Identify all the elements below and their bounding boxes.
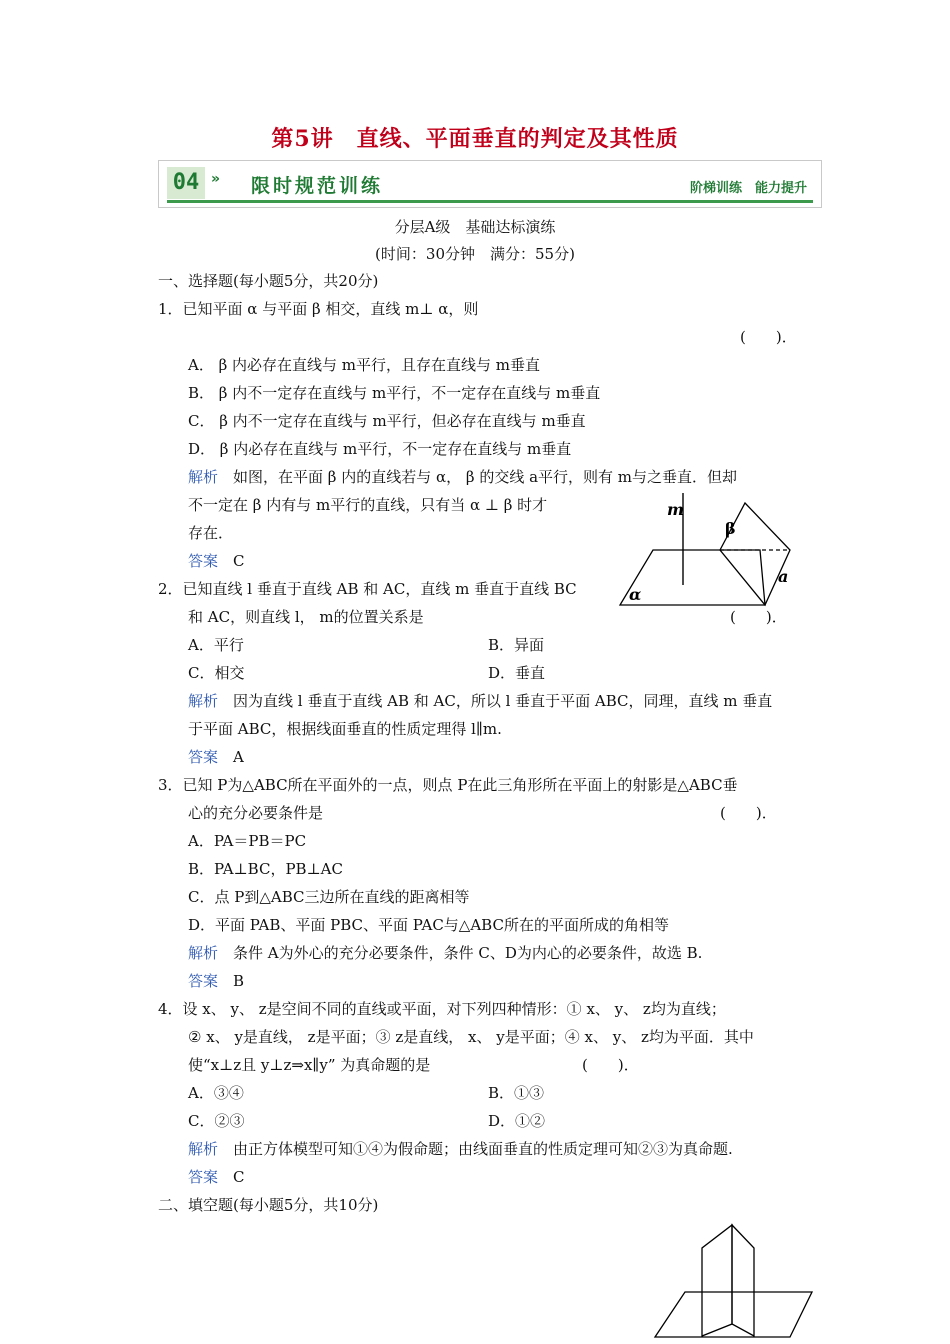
- banner-subtitle: 阶梯训练 能力提升: [689, 181, 807, 196]
- q1-option-a: A． β 内必存在直线与 m平行，且存在直线与 m垂直: [188, 356, 541, 374]
- q1-stem: 1．已知平面 α 与平面 β 相交，直线 m⊥ α，则: [158, 300, 479, 318]
- q2-stem-line2: 和 AC，则直线 l， m的位置关系是: [188, 608, 424, 626]
- q1-option-b: B． β 内不一定存在直线与 m平行，不一定存在直线与 m垂直: [188, 384, 601, 402]
- answer-label: 答案: [188, 1168, 219, 1186]
- page-title: 第5讲 直线、平面垂直的判定及其性质: [271, 126, 679, 152]
- banner-title: 限时规范训练: [251, 175, 384, 197]
- right-half-plane: [732, 1225, 754, 1336]
- q1-figure: [615, 485, 805, 610]
- analysis-label: 解析: [188, 1140, 219, 1158]
- label-alpha: α: [629, 585, 642, 604]
- section-heading-fill: 二、填空题(每小题5分，共10分): [158, 1196, 379, 1214]
- q3-paren: ( )．: [720, 804, 777, 822]
- q3-option-d: D．平面 PAB、平面 PBC、平面 PAC与△ABC所在的平面所成的角相等: [188, 916, 669, 934]
- q1-analysis-line1: 解析 如图，在平面 β 内的直线若与 α， β 的交线 a平行，则有 m与之垂直．但却: [188, 468, 738, 486]
- q2-option-c: C．相交: [188, 664, 245, 682]
- section-banner: [158, 160, 822, 208]
- q1-analysis-line3: 存在．: [188, 524, 234, 542]
- q1-answer: 答案 C: [188, 552, 245, 570]
- double-chevron-icon: »: [211, 171, 221, 187]
- label-beta: β: [725, 519, 736, 538]
- q3-stem-line1: 3．已知 P为△ABC所在平面外的一点，则点 P在此三角形所在平面上的射影是△ABC垂: [158, 776, 738, 794]
- q2-analysis-line1: 解析 因为直线 l 垂直于直线 AB 和 AC，所以 l 垂直于平面 ABC，同理，直线 m 垂直: [188, 692, 773, 710]
- analysis-label: 解析: [188, 692, 219, 710]
- level-heading: 分层A级 基础达标演练: [394, 218, 556, 236]
- label-a: a: [778, 567, 789, 586]
- q4-option-b: B．①③: [488, 1084, 545, 1102]
- analysis-label: 解析: [188, 944, 219, 962]
- q4-option-d: D．①②: [488, 1112, 546, 1130]
- q3-analysis-line1: 解析 条件 A为外心的充分必要条件，条件 C、D为内心的必要条件，故选 B.: [188, 944, 703, 962]
- time-info: (时间：30分钟 满分：55分): [375, 245, 575, 263]
- q4-answer: 答案 C: [188, 1168, 245, 1186]
- q3-option-b: B．PA⊥BC，PB⊥AC: [188, 860, 343, 878]
- q2-answer: 答案 A: [188, 748, 244, 766]
- q2-analysis-line2: 于平面 ABC，根据线面垂直的性质定理得 l∥m.: [188, 720, 502, 738]
- q2-stem-line1: 2．已知直线 l 垂直于直线 AB 和 AC，直线 m 垂直于直线 BC: [158, 580, 577, 598]
- q4-stem-line3: 使“x⊥z且 y⊥z⇒x∥y” 为真命题的是: [188, 1056, 431, 1074]
- q2-option-d: D．垂直: [488, 664, 546, 682]
- q3-option-a: A．PA＝PB＝PC: [188, 832, 307, 850]
- q4-option-c: C．②③: [188, 1112, 245, 1130]
- q1-option-d: D． β 内必存在直线与 m平行，不一定存在直线与 m垂直: [188, 440, 572, 458]
- answer-label: 答案: [188, 552, 219, 570]
- q1-analysis-line2: 不一定在 β 内有与 m平行的直线，只有当 α ⊥ β 时才: [188, 496, 548, 514]
- banner-number: 04: [167, 167, 205, 199]
- q2-option-b: B．异面: [488, 636, 545, 654]
- q3-answer: 答案 B: [188, 972, 245, 990]
- q4-analysis-line1: 解析 由正方体模型可知①④为假命题；由线面垂直的性质定理可知②③为真命题.: [188, 1140, 733, 1158]
- q4-paren: ( )．: [582, 1056, 639, 1074]
- q4-stem-line2: ② x、 y是直线， z是平面；③ z是直线， x、 y是平面；④ x、 y、 z均为平面．其中: [188, 1028, 754, 1046]
- fill-question-figure: [650, 1220, 820, 1340]
- analysis-label: 解析: [188, 468, 219, 486]
- q2-paren: ( )．: [730, 608, 787, 626]
- answer-label: 答案: [188, 972, 219, 990]
- q3-option-c: C．点 P到△ABC三边所在直线的距离相等: [188, 888, 470, 906]
- q1-paren: ( )．: [740, 328, 797, 346]
- label-m: m: [667, 500, 684, 519]
- base-plane: [655, 1292, 812, 1337]
- section-heading-choice: 一、选择题(每小题5分，共20分): [158, 272, 379, 290]
- banner-underline: [167, 200, 813, 203]
- q4-option-a: A．③④: [188, 1084, 244, 1102]
- q2-option-a: A．平行: [188, 636, 244, 654]
- q3-stem-line2: 心的充分必要条件是: [188, 804, 324, 822]
- q1-option-c: C． β 内不一定存在直线与 m平行，但必存在直线与 m垂直: [188, 412, 586, 430]
- answer-label: 答案: [188, 748, 219, 766]
- q4-stem-line1: 4．设 x、 y、 z是空间不同的直线或平面，对下列四种情形：① x、 y、 z均为直线；: [158, 1000, 726, 1018]
- left-half-plane: [702, 1225, 732, 1336]
